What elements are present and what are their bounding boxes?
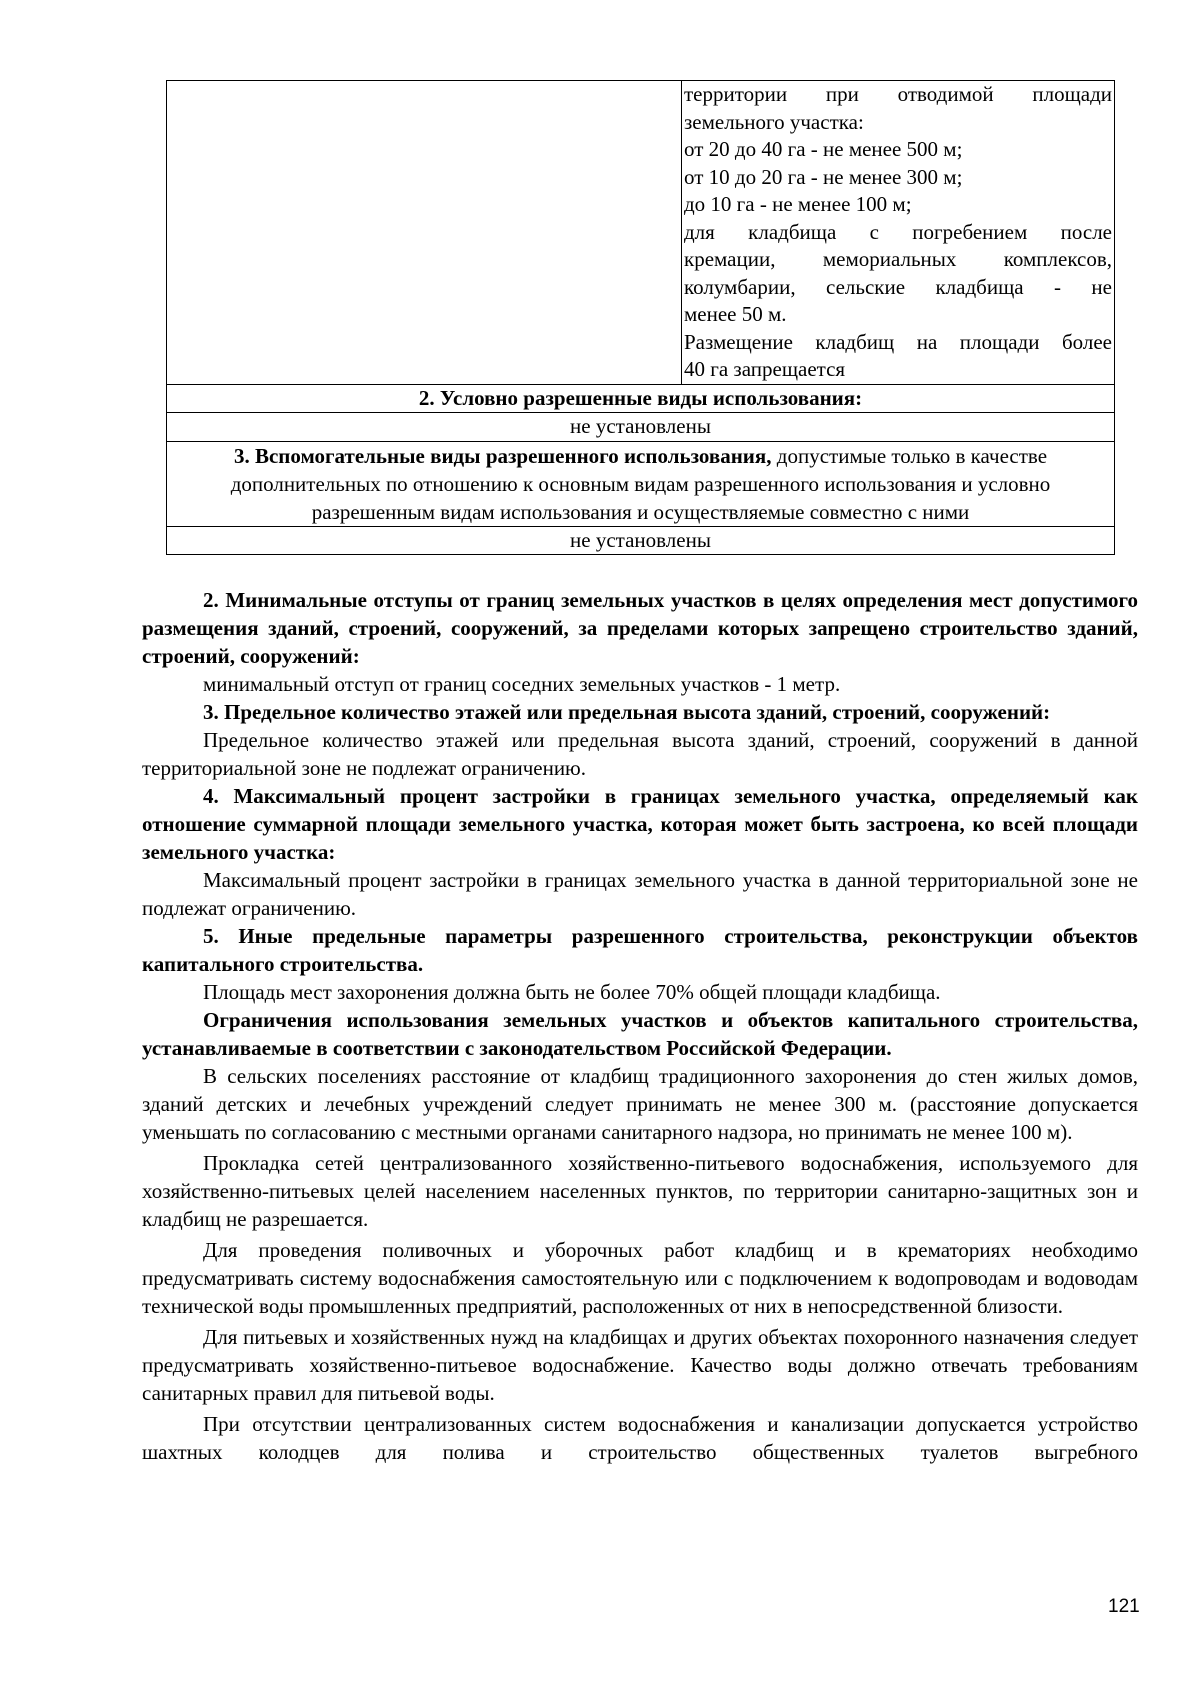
paragraph: Предельное количество этажей или предельная высота зданий, строений, сооружений в данной территориальной зоне не подлежат ограничению. bbox=[142, 728, 1138, 780]
document-body bbox=[142, 586, 1138, 1466]
paragraph: Для проведения поливочных и уборочных работ кладбищ и в крематориях необходимо предусматривать систему водоснабжения самостоятельную или с подключением к водопроводам и водоводам технической воды промышленных предприятий, расположенных от них в непосредственной близости. bbox=[142, 1238, 1138, 1318]
heading-restrictions: Ограничения использования земельных участков и объектов капитального строительства, устанавливаемые в соответствии с законодательством Российской Федерации. bbox=[142, 1008, 1138, 1060]
table-line: территории при отводимой площади bbox=[684, 82, 1112, 106]
section-3-title-bold: 3. Вспомогательные виды разрешенного использования, bbox=[233, 443, 772, 468]
table-row bbox=[167, 384, 1115, 413]
table-line: 40 га запрещается bbox=[684, 357, 846, 381]
section-3-title-rest: допустимые только в качестве дополнительных по отношению к основным видам разрешенного использования и условно разрешенным видам использования и осуществляемые совместно с ними bbox=[230, 443, 1051, 524]
paragraph: В сельских поселениях расстояние от кладбищ традиционного захоронения до стен жилых домов, зданий детских и лечебных учреждений следует принимать не менее 300 м. (расстояние допускается уменьшать по согласованию с местными органами санитарного надзора, но принимать не менее 100 м). bbox=[142, 1064, 1138, 1144]
table-row bbox=[167, 81, 1115, 385]
table-line: Размещение кладбищ на площади более bbox=[684, 329, 1112, 354]
section-3-value: не установлены bbox=[167, 526, 1115, 555]
page-number: 121 bbox=[1108, 1596, 1140, 1617]
table-line: до 10 га - не менее 100 м; bbox=[684, 192, 912, 216]
table-line: земельного участка: bbox=[684, 109, 864, 134]
empty-cell bbox=[167, 81, 682, 385]
table-line: менее 50 м. bbox=[684, 302, 787, 326]
table-line: колумбарии, сельские кладбища - не bbox=[684, 274, 1112, 299]
paragraph: минимальный отступ от границ соседних земельных участков - 1 метр. bbox=[203, 672, 841, 696]
distance-requirements-cell bbox=[682, 81, 1115, 385]
table-line: от 20 до 40 га - не менее 500 м; bbox=[684, 137, 963, 161]
heading-max-floors: 3. Предельное количество этажей или предельная высота зданий, строений, сооружений: bbox=[203, 700, 1051, 724]
heading-min-setbacks: 2. Минимальные отступы от границ земельных участков в целях определения мест допустимого размещения зданий, строений, сооружений, за пределами которых запрещено строительство зданий, строений, сооружений: bbox=[142, 588, 1138, 668]
table-row bbox=[167, 413, 1115, 442]
paragraph: Прокладка сетей централизованного хозяйственно-питьевого водоснабжения, используемого для хозяйственно-питьевых целей населением населенных пунктов, по территории санитарно-защитных зон и кладбищ не разрешается. bbox=[142, 1151, 1138, 1231]
table-row bbox=[167, 526, 1115, 555]
heading-max-build-percent: 4. Максимальный процент застройки в границах земельного участка, определяемый как отношение суммарной площади земельного участка, которая может быть застроена, ко всей площади земельного участка: bbox=[142, 784, 1138, 864]
paragraph: Максимальный процент застройки в границах земельного участка в данной территориальной зоне не подлежат ограничению. bbox=[142, 868, 1138, 920]
table-line: кремации, мемориальных комплексов, bbox=[684, 247, 1112, 271]
heading-other-parameters: 5. Иные предельные параметры разрешенного строительства, реконструкции объектов капитального строительства. bbox=[142, 924, 1138, 976]
table-line: от 10 до 20 га - не менее 300 м; bbox=[684, 164, 963, 189]
section-2-value: не установлены bbox=[167, 413, 1115, 442]
paragraph: Площадь мест захоронения должна быть не более 70% общей площади кладбища. bbox=[203, 980, 941, 1004]
regulations-table bbox=[166, 80, 1115, 555]
paragraph: При отсутствии централизованных систем водоснабжения и канализации допускается устройство шахтных колодцев для полива и строительство общественных туалетов выгребного bbox=[142, 1412, 1138, 1464]
section-3-title bbox=[167, 441, 1115, 526]
table-row bbox=[167, 441, 1115, 526]
table-line: для кладбища с погребением после bbox=[684, 219, 1112, 244]
paragraph: Для питьевых и хозяйственных нужд на кладбищах и других объектах похоронного назначения следует предусматривать хозяйственно-питьевое водоснабжение. Качество воды должно отвечать требованиям санитарных правил для питьевой воды. bbox=[142, 1325, 1138, 1405]
section-2-title: 2. Условно разрешенные виды использования: bbox=[167, 384, 1115, 413]
